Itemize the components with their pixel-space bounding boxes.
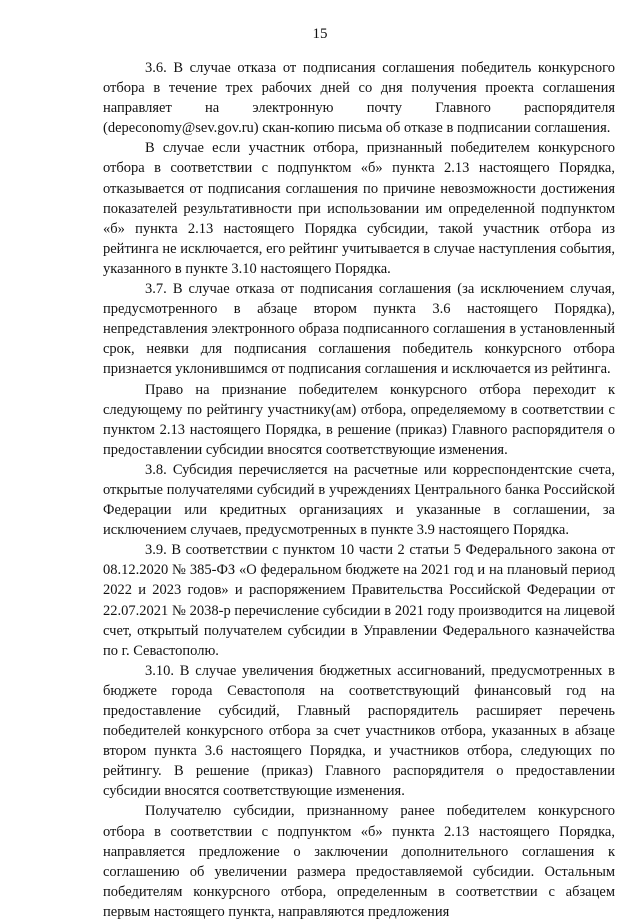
page-number: 15 xyxy=(312,26,328,42)
paragraph-3-8: 3.8. Субсидия перечисляется на расчетные или корреспондентские счета, открытые получателями субсидий в учреждениях Центрального банка Российской Федерации или кредитных организациях и указанные в соглашении, за исключением случаев, предусмотренных в пункте 3.9 настоящего Порядка. xyxy=(103,461,615,539)
paragraph-3-10-second: Получателю субсидии, признанному ранее победителем конкурсного отбора в соответствии с подпунктом «б» пункта 2.13 настоящего Порядка, направляется предложение о заключении дополнительного соглашения к соглашению об увеличении размера предоставляемой субсидии. Остальным победителям конкурсного отбора, определенным в соответствии с абзацем первым настоящего пункта, направляются предложения xyxy=(103,803,615,920)
paragraph-3-9: 3.9. В соответствии с пунктом 10 части 2 статьи 5 Федерального закона от 08.12.2020 № 385-ФЗ «О федеральном бюджете на 2021 год и на плановый период 2022 и 2023 годов» и распоряжением Правительства Российской Федерации от 22.07.2021 № 2038-р перечисление субсидии в 2021 году производится на лицевой счет, открытый получателем субсидии в Управлении Федерального казначейства по г. Севастополю. xyxy=(103,542,615,659)
paragraph-3-6-second: В случае если участник отбора, признанный победителем конкурсного отбора в соответствии с подпунктом «б» пункта 2.13 настоящего Порядка, отказывается от подписания соглашения по причине невозможности достижения показателей результативности при использовании им определенной подпунктом «б» пункта 2.13 настоящего Порядка субсидии, такой участник отбора из рейтинга не исключается, его рейтинг учитывается в случае наступления события, указанного в пункте 3.10 настоящего Порядка. xyxy=(103,140,615,277)
paragraph-3-7-second: Право на признание победителем конкурсного отбора переходит к следующему по рейтингу участнику(ам) отбора, определяемому в соответствии с пунктом 2.13 настоящего Порядка, в решение (приказ) Главного распорядителя о предоставлении субсидии вносятся соответствующие изменения. xyxy=(103,381,615,458)
paragraph-3-10: 3.10. В случае увеличения бюджетных ассигнований, предусмотренных в бюджете города Севастополя на соответствующий финансовый год на предоставление субсидий, Главный распорядитель расширяет перечень победителей конкурсного отбора за счет участников отбора, указанных в абзаце втором пункта 3.6 настоящего Порядка, и участников отбора, следующих по рейтингу. В решение (приказ) Главного распорядителя о предоставлении субсидии вносятся соответствующие изменения. xyxy=(103,662,615,800)
paragraph-3-6: 3.6. В случае отказа от подписания соглашения победитель конкурсного отбора в течение трех рабочих дней со дня получения проекта соглашения направляет на электронную почту Главного распорядителя (depeconomy@sev.gov.ru) скан-копию письма об отказе в подписании соглашения. xyxy=(103,60,615,137)
paragraph-3-7: 3.7. В случае отказа от подписания соглашения (за исключением случая, предусмотренного в абзаце втором пункта 3.6 настоящего Порядка), непредставления электронного образа подписанного соглашения в установленный срок, неявки для подписания соглашения победитель конкурсного отбора признается уклонившимся от подписания соглашения и исключается из рейтинга. xyxy=(103,281,615,378)
document-body xyxy=(103,58,615,922)
